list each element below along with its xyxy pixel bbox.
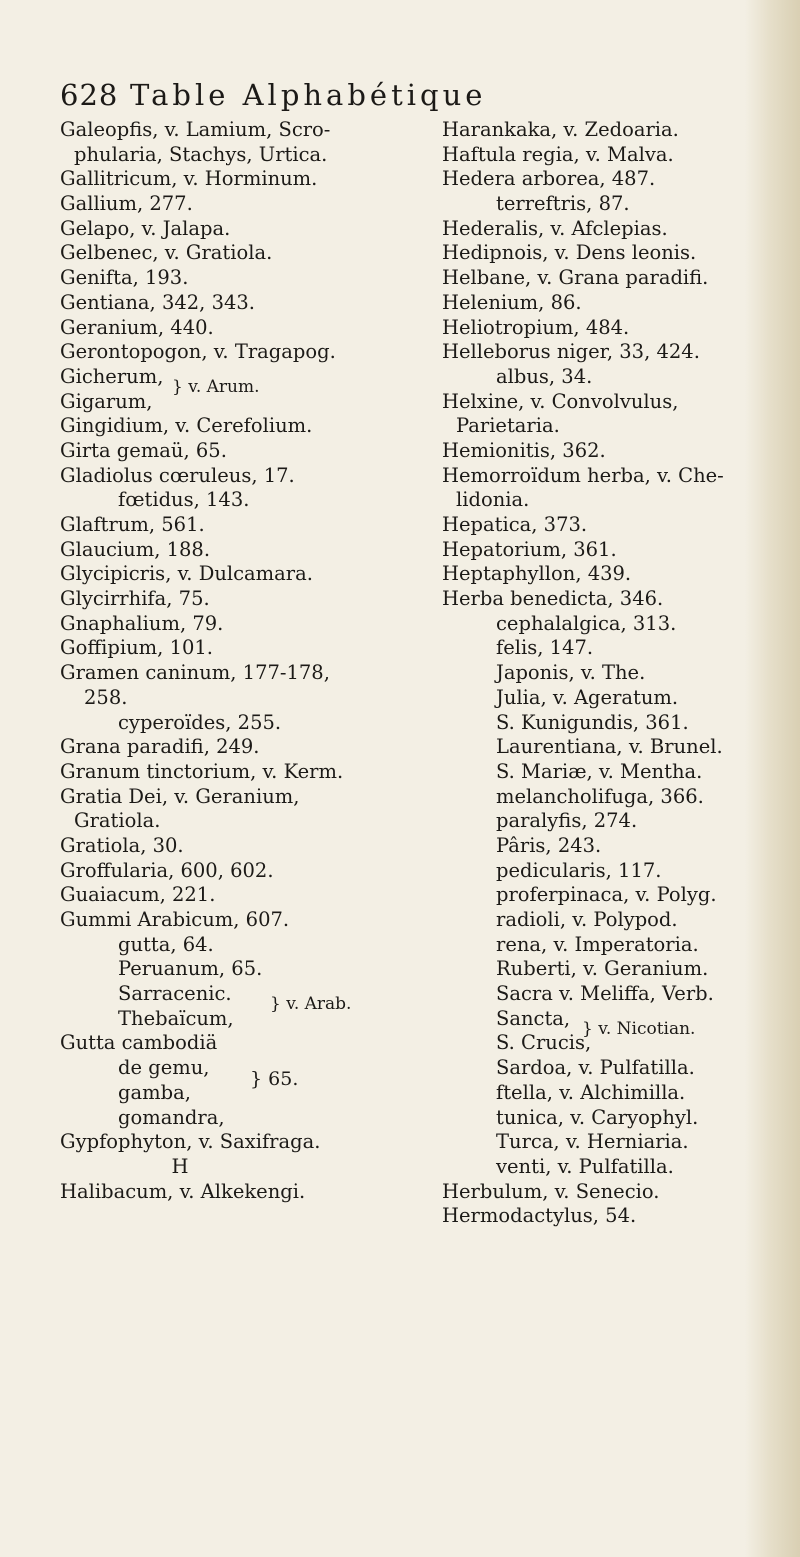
index-entry: Gratia Dei, v. Geranium, [60,784,300,808]
index-entry: gamba, [118,1080,191,1104]
index-entry: Hedipnois, v. Dens leonis. [442,241,697,265]
index-entry: Pâris, 243. [496,833,602,857]
index-entry: Gramen caninum, 177-178, [60,661,330,685]
brace-label: } v. Arab. [270,994,352,1015]
index-entry: Sancta, [496,1006,571,1030]
index-entry: Gnaphalium, 79. [60,611,224,635]
index-entry: tunica, v. Caryophyl. [496,1105,699,1129]
index-entry: Hedera arborea, 487. [442,167,656,191]
page-title: Table Alphabétique [130,78,487,112]
index-entry: Gingidium, v. Cerefolium. [60,414,313,438]
index-entry: cephalalgica, 313. [496,611,677,635]
index-entry: Gallium, 277. [60,192,193,216]
index-entry: Hepatica, 373. [442,513,588,536]
index-entry: Gypfophyton, v. Saxifraga. [60,1130,321,1154]
index-entry: Helleborus niger, 33, 424. [442,340,700,364]
index-entry: Grana paradifi, 249. [60,735,260,759]
index-column-left [60,118,435,1204]
index-entry: Parietaria. [456,414,560,438]
index-entry: Sacra v. Meliffa, Verb. [496,982,714,1006]
index-entry: de gemu, [118,1056,210,1080]
index-entry: radioli, v. Polypod. [496,908,678,931]
index-entry: Helenium, 86. [442,290,582,314]
index-entry: Gicherum, [60,364,164,388]
index-entry: Helbane, v. Grana paradifi. [442,266,709,290]
index-entry: Sarracenic. [118,982,232,1006]
index-entry: Haftula regia, v. Malva. [442,142,674,166]
index-entry: Herbulum, v. Senecio. [442,1179,660,1203]
index-entry: Turca, v. Herniaria. [496,1130,689,1154]
index-entry: Hermodactylus, 54. [442,1204,637,1228]
index-entry: Halibacum, v. Alkekengi. [60,1179,306,1203]
brace-group-arum [60,365,435,414]
index-entry: Thebaïcum, [118,1006,234,1030]
index-entry: Laurentiana, v. Brunel. [496,735,723,759]
page-number: 628 [60,78,119,112]
brace-label: } 65. [250,1068,299,1091]
index-entry: Gelapo, v. Jalapa. [60,216,231,240]
index-entry: Groffularia, 600, 602. [60,858,274,882]
index-entry: Gelbenec, v. Gratiola. [60,241,273,265]
index-entry: felis, 147. [496,636,594,660]
index-entry: Peruanum, 65. [118,957,263,981]
index-entry: Japonis, v. The. [496,661,646,685]
index-entry: S. Mariæ, v. Mentha. [496,759,703,783]
index-entry: Glaucium, 188. [60,537,211,561]
index-entry: lidonia. [456,488,530,512]
index-entry: Gratiola, 30. [60,833,184,857]
index-entry: rena, v. Imperatoria. [496,932,699,956]
index-entry: albus, 34. [496,364,593,388]
index-entry: terreftris, 87. [496,192,630,216]
index-entry: phularia, Stachys, Urtica. [74,142,328,166]
index-entry: Gigarum, [60,389,153,413]
index-entry: Hepatorium, 361. [442,537,617,561]
index-entry: Genifta, 193. [60,266,189,290]
section-letter: H [171,1154,189,1178]
index-entry: S. Crucis, [496,1031,592,1055]
index-entry: melancholifuga, 366. [496,784,704,808]
index-entry: Gutta cambodiä [60,1031,218,1055]
index-entry: Glaftrum, 561. [60,513,205,536]
brace-label: } v. Nicotian. [582,1018,696,1039]
index-entry: Julia, v. Ageratum. [496,685,679,709]
index-entry: S. Kunigundis, 361. [496,710,689,734]
index-entry: Galeopfis, v. Lamium, Scro- [60,118,331,141]
index-entry: Glycirrhifa, 75. [60,587,210,611]
index-entry: Hemorroïdum herba, v. Che- [442,463,724,487]
page-header [60,78,760,118]
index-entry: Gallitricum, v. Horminum. [60,167,318,191]
index-entry: ftella, v. Alchimilla. [496,1080,686,1104]
index-column-right [442,118,772,1229]
index-entry: 258. [84,685,128,709]
brace-group-arab [60,982,435,1031]
index-entry: Ruberti, v. Geranium. [496,957,709,981]
index-entry: gomandra, [118,1105,225,1129]
index-entry: Sardoa, v. Pulfatilla. [496,1056,695,1080]
index-entry: Gratiola. [74,809,161,833]
index-entry: gutta, 64. [118,932,214,956]
index-entry: Hemionitis, 362. [442,438,606,462]
index-entry: Heliotropium, 484. [442,315,630,339]
index-entry: Gummi Arabicum, 607. [60,908,290,931]
index-entry: Glycipicris, v. Dulcamara. [60,562,313,586]
index-entry: Gerontopogon, v. Tragapog. [60,340,336,364]
index-entry: pedicularis, 117. [496,858,662,882]
index-entry: Guaiacum, 221. [60,883,216,907]
index-entry: paralyfis, 274. [496,809,638,833]
index-entry: venti, v. Pulfatilla. [496,1154,674,1178]
index-entry: Gladiolus cœruleus, 17. [60,463,295,487]
index-entry: Hederalis, v. Afclepias. [442,216,668,240]
brace-label: } v. Arum. [172,376,260,397]
index-entry: fœtidus, 143. [118,488,250,512]
index-entry: Harankaka, v. Zedoaria. [442,118,679,141]
index-entry: proferpinaca, v. Polyg. [496,883,717,907]
index-entry: Geranium, 440. [60,315,214,339]
index-entry: Goffipium, 101. [60,636,213,660]
index-entry: Gentiana, 342, 343. [60,290,255,314]
brace-group-nicotian [442,1007,772,1056]
index-entry: Herba benedicta, 346. [442,587,664,611]
index-entry: Helxine, v. Convolvulus, [442,389,679,413]
brace-group-gutta [60,1031,435,1130]
index-entry: Heptaphyllon, 439. [442,562,632,586]
index-entry: cyperoïdes, 255. [118,710,282,734]
index-entry: Granum tinctorium, v. Kerm. [60,759,344,783]
index-entry: Girta gemaü, 65. [60,438,227,462]
